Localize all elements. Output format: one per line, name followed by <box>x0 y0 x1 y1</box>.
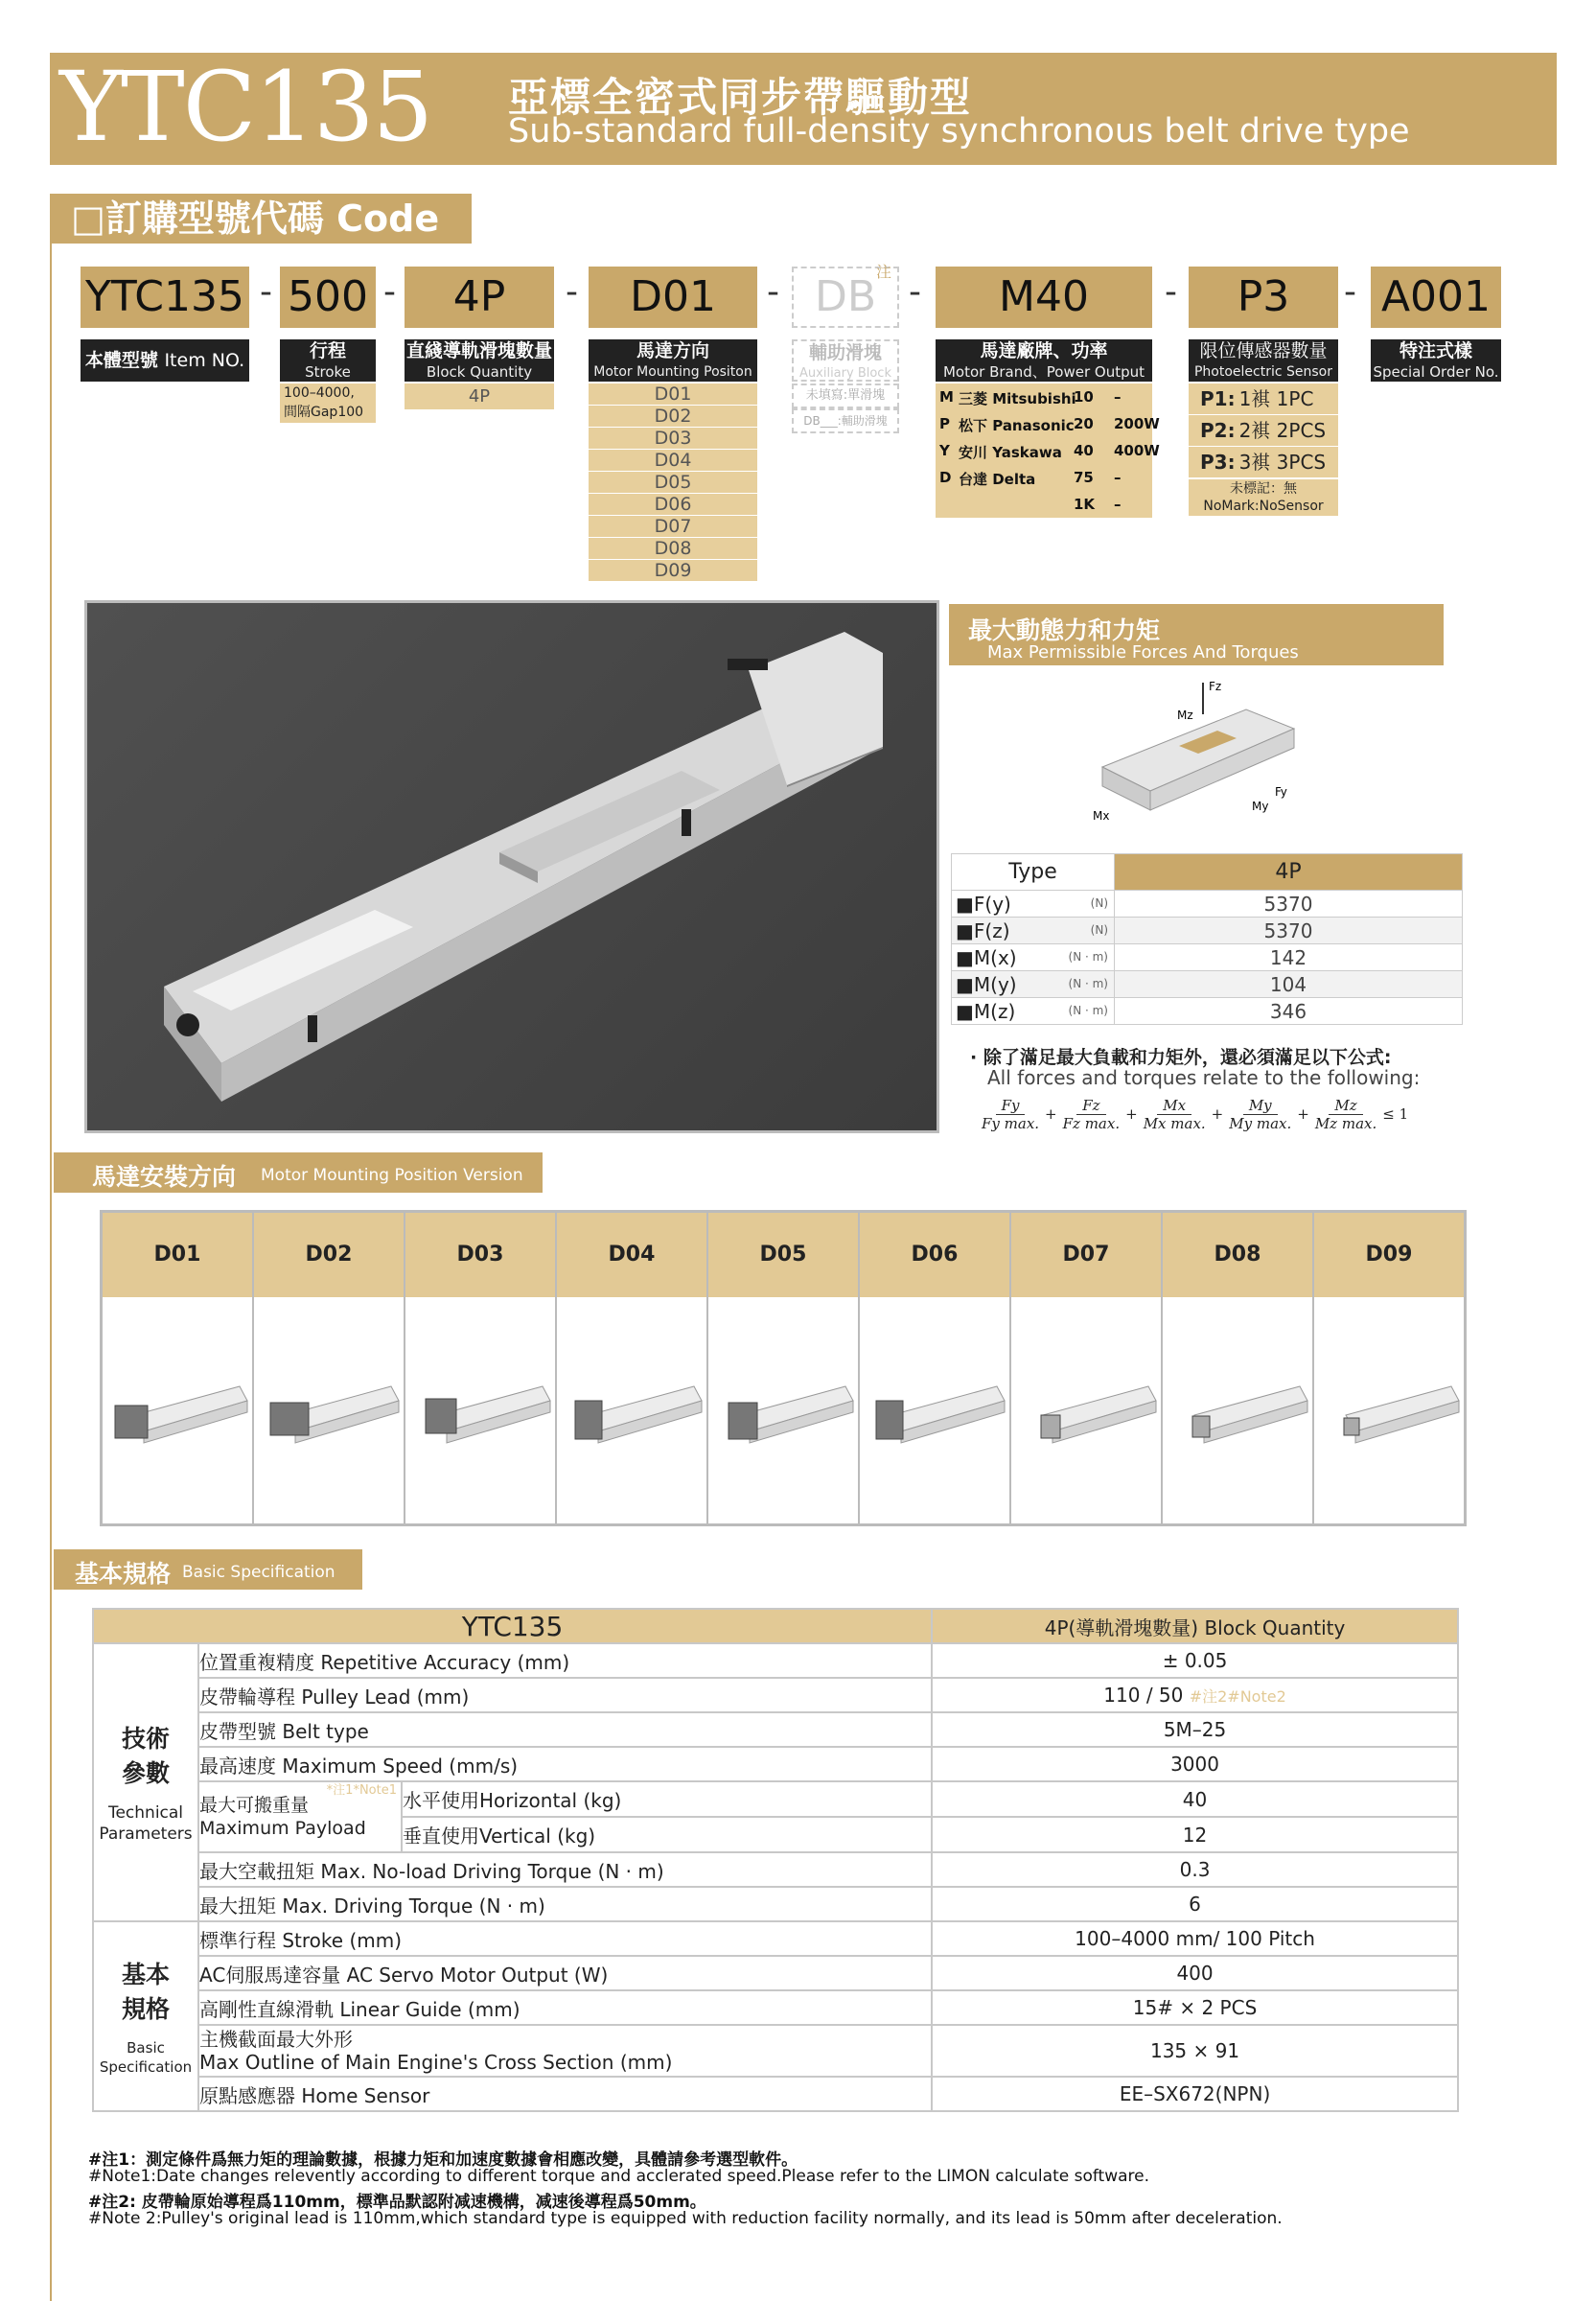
diagram-label: Fz <box>1209 680 1222 693</box>
diagram-label: Mz <box>1177 709 1193 722</box>
brand-num: 40 <box>1074 442 1094 459</box>
brand-power: – <box>1114 469 1122 486</box>
sensor-text: 3褀 3PCS <box>1238 451 1327 474</box>
label-brand <box>936 339 1152 382</box>
brand-power: – <box>1114 388 1122 406</box>
formula-num: Fy <box>996 1097 1026 1115</box>
force-name-cell <box>952 944 1115 971</box>
note-1-cn: #注1：測定條件爲無力矩的理論數據，根據力矩和加速度數據會相應改變，具體請參考選型軟件。 <box>88 2150 798 2170</box>
force-name: ■M(y) <box>956 972 1017 996</box>
mounting-column <box>103 1213 254 1523</box>
spec-value: 12 <box>932 1817 1458 1852</box>
spec-value: 0.3 <box>932 1852 1458 1887</box>
formula-fraction <box>1315 1097 1376 1132</box>
forces-title-bar <box>949 604 1444 665</box>
force-name: ■M(z) <box>956 999 1016 1023</box>
force-unit: (N · m) <box>1068 1004 1108 1017</box>
mounting-title-en: Motor Mounting Position Version <box>261 1166 523 1185</box>
mounting-illustration <box>405 1297 555 1523</box>
force-value: 104 <box>1115 971 1463 998</box>
motor-position-item: D06 <box>589 494 757 516</box>
mounting-illustration <box>103 1297 252 1523</box>
spec-group1-en: Technical Parameters <box>99 1803 193 1844</box>
label-sensor-cn: 限位傳感器數量 <box>1199 340 1328 361</box>
header-banner <box>50 53 1557 165</box>
spec-row <box>93 1712 1458 1747</box>
mounting-column <box>1011 1213 1163 1523</box>
forces-header-4p: 4P <box>1115 854 1463 891</box>
spec-value: 100–4000 mm/ 100 Pitch <box>932 1921 1458 1956</box>
mounting-illustration <box>254 1297 404 1523</box>
stroke-range: 100–4000, <box>284 385 355 401</box>
formula-num: My <box>1243 1097 1278 1115</box>
left-rule <box>50 244 52 2301</box>
aux-note: 注 <box>875 263 891 281</box>
formula-den: Fz max. <box>1062 1114 1121 1132</box>
force-formula <box>980 1093 1408 1135</box>
mounting-header: D09 <box>1314 1213 1464 1297</box>
sensor-row <box>1189 415 1338 446</box>
spec-value: 400 <box>932 1956 1458 1990</box>
brand-name: 台達 Delta <box>959 471 1036 488</box>
formula-end: ≤ 1 <box>1382 1105 1409 1123</box>
formula-num: Mx <box>1157 1097 1191 1115</box>
brand-name: 三菱 Mitsubishi <box>959 390 1076 407</box>
code-box-model: YTC135 <box>81 267 249 328</box>
force-row <box>952 971 1463 998</box>
code-box-stroke: 500 <box>280 267 376 328</box>
label-brand-cn: 馬達廠牌、功率 <box>980 340 1108 361</box>
spec-value-note: #注2#Note2 <box>1189 1687 1286 1706</box>
forces-note-en: All forces and torques relate to the following: <box>987 1066 1421 1089</box>
brand-power: – <box>1114 496 1122 513</box>
cross-label-cn: 主機截面最大外形 <box>199 2028 353 2051</box>
mounting-illustration <box>1163 1297 1312 1523</box>
brand-power: 400W <box>1114 442 1160 459</box>
spec-label: 高剛性直線滑軌 Linear Guide (mm) <box>198 1990 932 2025</box>
spec-title-en: Basic Specification <box>182 1563 335 1582</box>
spec-title-cn: 基本規格 <box>75 1560 172 1588</box>
mounting-header: D06 <box>860 1213 1009 1297</box>
label-block-cn: 直綫導軌滑塊數量 <box>405 340 552 361</box>
brand-code: Y <box>939 442 950 459</box>
spec-value: EE–SX672(NPN) <box>932 2077 1458 2111</box>
spec-title-bar <box>54 1549 362 1590</box>
stroke-gap: 間隔Gap100 <box>284 405 364 420</box>
label-sensor <box>1189 339 1338 382</box>
sensor-code: P3: <box>1200 451 1236 474</box>
motor-position-item: D07 <box>589 516 757 538</box>
spec-group1-cn: 技術 參數 <box>121 1725 170 1787</box>
model-title: YTC135 <box>59 51 432 163</box>
brand-num: 75 <box>1074 469 1094 486</box>
force-name-cell <box>952 918 1115 944</box>
sensor-nomark-en: NoMark:NoSensor <box>1203 499 1324 514</box>
spec-value: 3000 <box>932 1747 1458 1781</box>
formula-plus: + <box>1297 1105 1309 1123</box>
product-photo <box>84 600 939 1133</box>
diagram-label: Mx <box>1093 809 1110 823</box>
mounting-title-cn: 馬達安裝方向 <box>92 1163 237 1191</box>
mounting-header: D05 <box>708 1213 858 1297</box>
force-name: ■M(x) <box>956 945 1017 969</box>
dash: - <box>383 272 396 312</box>
spec-group-technical <box>93 1643 198 1921</box>
motor-position-item: D01 <box>589 384 757 406</box>
motor-position-item: D02 <box>589 406 757 428</box>
dash: - <box>566 272 578 312</box>
aux-value-1: 未填寫:單滑塊 <box>792 384 899 408</box>
label-special-cn: 特注式樣 <box>1399 340 1472 361</box>
force-name-cell <box>952 971 1115 998</box>
code-box-sensor: P3 <box>1189 267 1338 328</box>
label-block <box>405 339 554 382</box>
label-aux-en: Auxiliary Block <box>799 366 891 381</box>
brand-row <box>936 464 1152 491</box>
forces-table <box>951 853 1463 1025</box>
brand-row <box>936 437 1160 464</box>
spec-label: 標準行程 Stroke (mm) <box>198 1921 932 1956</box>
spec-value <box>932 1678 1458 1712</box>
label-motor-pos-en: Motor Mounting Positon <box>593 364 752 380</box>
brand-power: 200W <box>1114 415 1160 432</box>
forces-note-cn: · 除了滿足最大負載和力矩外，還必須滿足以下公式: <box>970 1047 1392 1068</box>
payload-label-cn: 最大可搬重量 <box>199 1795 310 1816</box>
spec-row <box>93 1852 1458 1887</box>
force-unit: (N) <box>1090 896 1108 910</box>
force-name: ■F(y) <box>956 892 1011 916</box>
dash: - <box>1344 272 1356 312</box>
mounting-column <box>405 1213 557 1523</box>
mounting-header: D01 <box>103 1213 252 1297</box>
code-box-block: 4P <box>405 267 554 328</box>
formula-num: Fz <box>1076 1097 1105 1115</box>
spec-label: AC伺服馬達容量 AC Servo Motor Output (W) <box>198 1956 932 1990</box>
label-motor-pos <box>589 339 757 382</box>
force-name-cell <box>952 891 1115 918</box>
mounting-header: D08 <box>1163 1213 1312 1297</box>
sensor-text: 1褀 1PC <box>1238 387 1314 410</box>
formula-den: My max. <box>1229 1114 1292 1132</box>
sensor-nomark-cn: 未標記：無 <box>1230 481 1297 497</box>
brand-row <box>936 410 1160 437</box>
mounting-illustration <box>860 1297 1009 1523</box>
formula-den: Mx max. <box>1143 1114 1206 1132</box>
formula-plus: + <box>1125 1105 1138 1123</box>
label-special <box>1371 339 1501 382</box>
spec-value: 40 <box>932 1781 1458 1817</box>
label-stroke-en: Stroke <box>305 363 351 381</box>
force-row <box>952 944 1463 971</box>
block-value: 4P <box>405 384 554 410</box>
brand-name: 安川 Yaskawa <box>959 444 1062 461</box>
mounting-column <box>1314 1213 1464 1523</box>
sensor-code: P2: <box>1200 419 1236 442</box>
payload-note: *注1*Note1 <box>326 1783 397 1798</box>
brand-code: D <box>939 469 952 486</box>
force-name-cell <box>952 998 1115 1025</box>
spec-value: 135 × 91 <box>932 2025 1458 2077</box>
brand-row <box>936 491 1152 518</box>
code-box-special: A001 <box>1371 267 1501 328</box>
diagram-label: My <box>1252 800 1269 813</box>
payload-label-en: Maximum Payload <box>199 1818 366 1839</box>
mounting-illustration <box>708 1297 858 1523</box>
label-item <box>81 339 249 382</box>
label-stroke <box>280 339 376 382</box>
spec-row <box>93 1956 1458 1990</box>
spec-value-text: 110 / 50 <box>1103 1684 1184 1707</box>
sensor-code: P1: <box>1200 387 1236 410</box>
mounting-column <box>557 1213 708 1523</box>
mounting-illustration <box>1011 1297 1161 1523</box>
formula-num: Mz <box>1329 1097 1362 1115</box>
mounting-column <box>1163 1213 1314 1523</box>
spec-row <box>93 2077 1458 2111</box>
mounting-column <box>860 1213 1011 1523</box>
spec-header-right: 4P(導軌滑塊數量) Block Quantity <box>932 1609 1458 1643</box>
note-2-en: #Note 2:Pulley's original lead is 110mm,which standard type is equipped with reduction facility normally, and its lead is 50mm after deceleration. <box>88 2209 1283 2228</box>
spec-label: 垂直使用Vertical (kg) <box>402 1817 932 1852</box>
dash: - <box>909 272 921 312</box>
label-item-cn: 本體型號 <box>84 350 158 371</box>
spec-group-basic <box>93 1921 198 2111</box>
spec-row <box>93 1781 1458 1817</box>
force-value: 346 <box>1115 998 1463 1025</box>
cross-label-en: Max Outline of Main Engine's Cross Section (mm) <box>199 2051 673 2074</box>
mounting-header: D04 <box>557 1213 706 1297</box>
payload-label <box>198 1781 402 1852</box>
force-unit: (N · m) <box>1068 950 1108 964</box>
spec-header-row <box>93 1609 1458 1643</box>
spec-label: 最大扭矩 Max. Driving Torque (N · m) <box>198 1887 932 1921</box>
aux-code: DB <box>814 272 877 321</box>
force-value: 142 <box>1115 944 1463 971</box>
motor-position-item: D09 <box>589 560 757 582</box>
motor-position-item: D05 <box>589 472 757 494</box>
mounting-illustration <box>557 1297 706 1523</box>
forces-header-type: Type <box>952 854 1115 891</box>
mounting-header: D03 <box>405 1213 555 1297</box>
label-aux-cn: 輔助滑塊 <box>808 342 882 363</box>
note-2-cn: #注2: 皮帶輪原始導程爲110mm，標準品默認附减速機構，减速後導程爲50mm。 <box>88 2193 706 2212</box>
label-brand-en: Motor Brand、Power Output <box>942 363 1145 381</box>
dash: - <box>260 272 272 312</box>
spec-label: 水平使用Horizontal (kg) <box>402 1781 932 1817</box>
spec-label: 皮帶型號 Belt type <box>198 1712 932 1747</box>
formula-den: Fy max. <box>982 1114 1040 1132</box>
spec-value: ± 0.05 <box>932 1643 1458 1678</box>
label-special-en: Special Order No. <box>1373 363 1499 381</box>
spec-label <box>198 2025 932 2077</box>
force-unit: (N) <box>1090 923 1108 937</box>
brand-code: M <box>939 388 954 406</box>
force-row <box>952 998 1463 1025</box>
force-unit: (N · m) <box>1068 977 1108 990</box>
forces-title-cn: 最大動態力和力矩 <box>968 616 1161 644</box>
formula-plus: + <box>1045 1105 1057 1123</box>
sensor-row <box>1189 447 1338 477</box>
spec-header-left: YTC135 <box>93 1609 932 1643</box>
spec-label: 最高速度 Maximum Speed (mm/s) <box>198 1747 932 1781</box>
formula-plus: + <box>1211 1105 1224 1123</box>
mounting-header: D07 <box>1011 1213 1161 1297</box>
spec-value: 15# × 2 PCS <box>932 1990 1458 2025</box>
brand-code: P <box>939 415 950 432</box>
spec-table <box>92 1608 1459 2112</box>
stroke-values <box>280 384 376 424</box>
spec-row <box>93 1887 1458 1921</box>
code-box-motor-pos: D01 <box>589 267 757 328</box>
spec-row <box>93 2025 1458 2077</box>
sensor-row <box>1189 384 1338 414</box>
diagram-label: Fy <box>1275 785 1287 799</box>
formula-fraction <box>982 1097 1039 1132</box>
label-item-en: Item NO. <box>164 350 245 371</box>
aux-value-2: DB___:輔助滑塊 <box>792 408 899 433</box>
mounting-title-bar <box>54 1152 543 1193</box>
formula-fraction <box>1144 1097 1206 1132</box>
brand-num: 10 <box>1074 388 1094 406</box>
label-aux <box>792 339 899 382</box>
spec-group2-cn: 基本 規格 <box>121 1961 170 2023</box>
label-stroke-cn: 行程 <box>309 340 346 361</box>
sensor-text: 2褀 2PCS <box>1238 419 1327 442</box>
forces-header-row <box>952 854 1463 891</box>
code-box-aux <box>792 263 899 328</box>
spec-row <box>93 1747 1458 1781</box>
spec-value: 5M–25 <box>932 1712 1458 1747</box>
dash: - <box>1165 272 1177 312</box>
brand-row <box>936 384 1152 410</box>
force-row <box>952 918 1463 944</box>
spec-row <box>93 1678 1458 1712</box>
spec-row <box>93 1921 1458 1956</box>
motor-position-item: D04 <box>589 450 757 472</box>
force-row <box>952 891 1463 918</box>
title-en: Sub-standard full-density synchronous belt drive type <box>508 112 1410 151</box>
force-value: 5370 <box>1115 918 1463 944</box>
mounting-column <box>254 1213 405 1523</box>
force-diagram <box>1074 671 1304 825</box>
motor-position-item: D03 <box>589 428 757 450</box>
spec-label: 皮帶輪導程 Pulley Lead (mm) <box>198 1678 932 1712</box>
mounting-table <box>100 1210 1467 1526</box>
force-name: ■F(z) <box>956 918 1010 942</box>
spec-row <box>93 1643 1458 1678</box>
formula-fraction <box>1063 1097 1120 1132</box>
formula-fraction <box>1229 1097 1291 1132</box>
mounting-header: D02 <box>254 1213 404 1297</box>
dash: - <box>767 272 779 312</box>
brand-num: 1K <box>1074 496 1096 513</box>
mounting-illustration <box>1314 1297 1464 1523</box>
brand-num: 20 <box>1074 415 1094 432</box>
spec-value: 6 <box>932 1887 1458 1921</box>
formula-den: Mz max. <box>1314 1114 1377 1132</box>
spec-label: 位置重複精度 Repetitive Accuracy (mm) <box>198 1643 932 1678</box>
motor-position-item: D08 <box>589 538 757 560</box>
forces-title-en: Max Permissible Forces And Torques <box>987 642 1299 662</box>
code-box-brand: M40 <box>936 267 1152 328</box>
note-1-en: #Note1:Date changes relevently according to different torque and acclerated speed.Please refer to the LIMON calculate software. <box>88 2167 1150 2186</box>
spec-label: 原點感應器 Home Sensor <box>198 2077 932 2111</box>
mounting-column <box>708 1213 860 1523</box>
code-section-title: □訂購型號代碼 Code <box>50 194 472 244</box>
label-motor-pos-cn: 馬達方向 <box>636 340 709 361</box>
brand-name: 松下 Panasonic <box>959 417 1075 434</box>
title-cn: 亞標全密式同步帶驅動型 <box>508 74 973 121</box>
label-sensor-en: Photoelectric Sensor <box>1193 364 1333 380</box>
force-value: 5370 <box>1115 891 1463 918</box>
spec-label: 最大空載扭矩 Max. No-load Driving Torque (N · m) <box>198 1852 932 1887</box>
label-block-en: Block Quantity <box>426 363 533 381</box>
spec-group2-en: Basic Specification <box>99 2039 193 2076</box>
sensor-nomark <box>1189 479 1338 516</box>
spec-row <box>93 1990 1458 2025</box>
